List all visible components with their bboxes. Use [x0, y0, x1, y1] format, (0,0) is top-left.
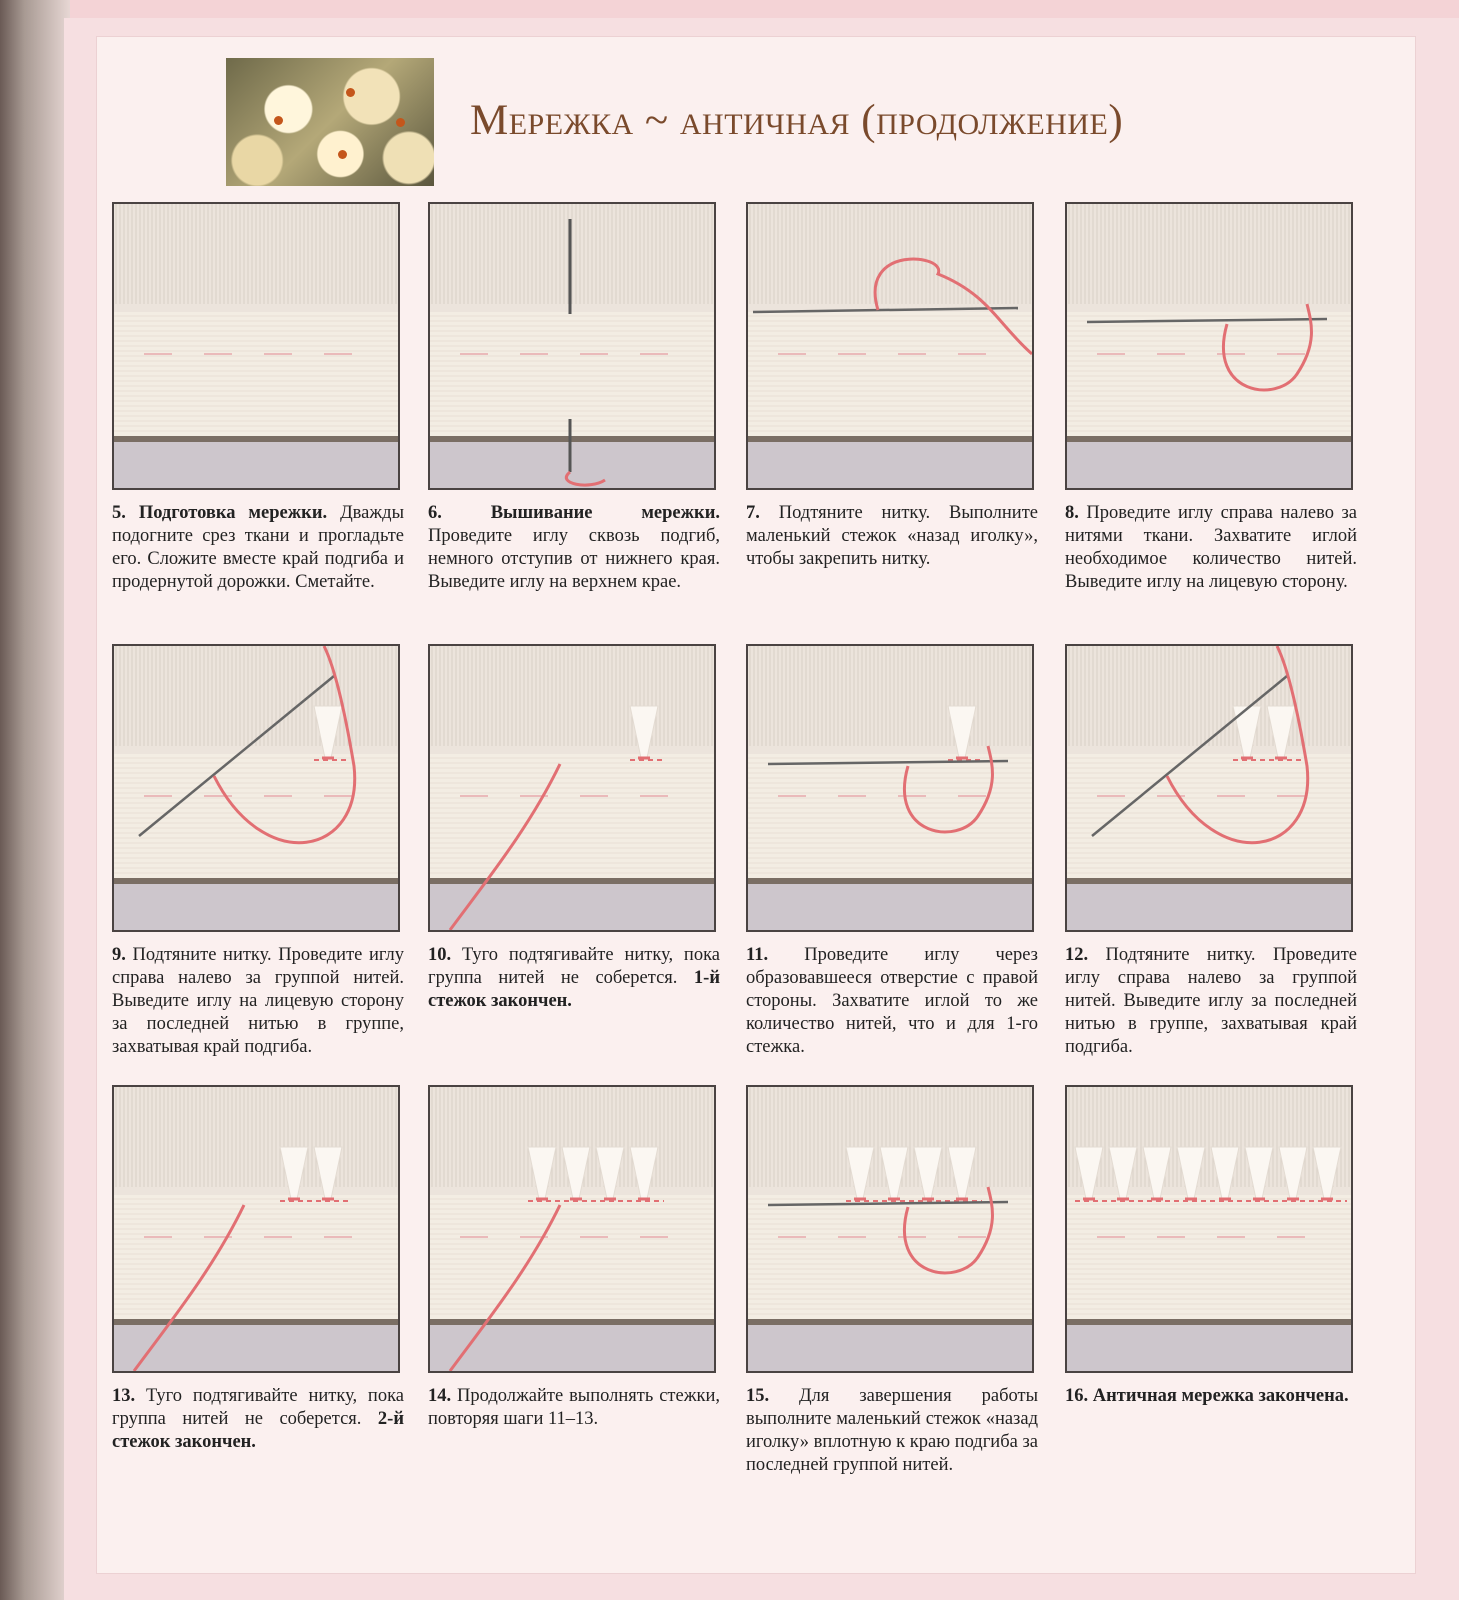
step-photo — [1065, 1085, 1353, 1373]
step-caption — [428, 502, 720, 594]
step-illustration — [748, 646, 1032, 930]
step-caption — [1065, 944, 1357, 1059]
flower-center — [396, 118, 405, 127]
hem-fold-edge — [114, 1319, 398, 1325]
background-table — [114, 442, 398, 488]
step-text: Проведите иглу сквозь подгиб, немного отступив от нижнего края. Выведите иглу на верхнем крае. — [428, 526, 720, 592]
hem-fold-edge — [114, 436, 398, 442]
step-text: Туго подтягивайте нитку, пока группа нитей не соберется. — [428, 945, 721, 988]
step-caption — [1065, 1385, 1357, 1408]
background-table — [748, 884, 1032, 930]
step-text: Проведите иглу через образовавшееся отверстие с правой стороны. Захватите иглой то же количество нитей, что и для 1-го стежка. — [746, 945, 1038, 1057]
hem-fold-edge — [430, 1319, 714, 1325]
step-number: 11. — [746, 945, 769, 965]
step-photo — [746, 644, 1034, 932]
hem-fold-edge — [748, 878, 1032, 884]
step-text: Подтяните нитку. Проведите иглу справа налево за группой нитей. Выведите иглу за последней нитью в группе, захватывая край подгиба. — [1065, 945, 1358, 1057]
step-text: Дважды подогните срез ткани и прогладьте его. Сложите вместе край подгиба и продернутой дорожки. Сметайте. — [112, 503, 405, 592]
step-text: Для завершения работы выполните маленький стежок «назад иголку» вплотную к краю подгиба за последней группой нитей. — [746, 1386, 1038, 1475]
step-result: 1-й стежок закончен. — [428, 968, 720, 1011]
step-illustration — [430, 204, 714, 488]
step-caption — [428, 944, 720, 1013]
step-illustration — [430, 1087, 714, 1371]
background-table — [748, 1325, 1032, 1371]
step-number: 9. — [112, 945, 126, 965]
background-table — [1067, 442, 1351, 488]
step-photo — [746, 202, 1034, 490]
step-photo — [746, 1085, 1034, 1373]
step-number: 13. — [112, 1386, 136, 1406]
step-photo — [428, 202, 716, 490]
step-text: Проведите иглу справа налево за нитями ткани. Захватите иглой необходимое количество нитей. Выведите иглу на лицевую сторону. — [1065, 503, 1357, 592]
step-number: 16. — [1065, 1386, 1089, 1406]
step-number: 5. — [112, 503, 126, 523]
step-number: 12. — [1065, 945, 1089, 965]
step-caption — [112, 502, 404, 594]
step-heading: Вышивание мережки. — [490, 503, 720, 523]
decorative-flower-photo — [226, 58, 434, 186]
step-heading: Подготовка мережки. — [138, 503, 328, 523]
hem-fold-edge — [1067, 1319, 1351, 1325]
flower-center — [338, 150, 347, 159]
step-caption — [746, 1385, 1038, 1477]
step-photo — [428, 1085, 716, 1373]
step-photo — [112, 644, 400, 932]
hem-fold-edge — [748, 1319, 1032, 1325]
step-caption — [746, 502, 1038, 571]
hem-fold-edge — [114, 878, 398, 884]
step-illustration — [1067, 204, 1351, 488]
step-illustration — [430, 646, 714, 930]
step-photo — [112, 202, 400, 490]
step-text: Подтяните нитку. Проведите иглу справа налево за группой нитей. Выведите иглу на лицевую сторону за последней нитью в группе, захватывая край подгиба. — [112, 945, 405, 1057]
background-table — [430, 1325, 714, 1371]
step-illustration — [114, 1087, 398, 1371]
step-result: 2-й стежок закончен. — [112, 1409, 404, 1452]
step-number: 8. — [1065, 503, 1079, 523]
step-photo — [1065, 644, 1353, 932]
step-text: Туго подтягивайте нитку, пока группа нитей не соберется. — [112, 1386, 405, 1429]
hem-fold-edge — [748, 436, 1032, 442]
hem-fold-edge — [430, 436, 714, 442]
step-caption — [746, 944, 1038, 1059]
step-caption — [1065, 502, 1357, 594]
background-table — [430, 442, 714, 488]
background-table — [114, 884, 398, 930]
step-text: Подтяните нитку. Выполните маленький стежок «назад иголку», чтобы закрепить нитку. — [746, 503, 1039, 569]
step-number: 14. — [428, 1386, 452, 1406]
step-photo — [1065, 202, 1353, 490]
hem-fold-edge — [1067, 436, 1351, 442]
background-table — [748, 442, 1032, 488]
page-title: Мережка ~ античная (продолжение) — [470, 97, 1124, 144]
background-table — [430, 884, 714, 930]
step-caption — [112, 1385, 404, 1454]
step-caption — [112, 944, 404, 1059]
background-table — [1067, 1325, 1351, 1371]
step-heading: Античная мережка закончена. — [1092, 1386, 1349, 1406]
step-illustration — [748, 204, 1032, 488]
step-illustration — [114, 646, 398, 930]
step-number: 10. — [428, 945, 452, 965]
book-spine-shadow — [0, 0, 70, 1600]
step-number: 15. — [746, 1386, 770, 1406]
step-photo — [428, 644, 716, 932]
background-table — [114, 1325, 398, 1371]
step-text: Продолжайте выполнять стежки, повторяя шаги 11–13. — [428, 1386, 720, 1429]
step-illustration — [1067, 1087, 1351, 1371]
hem-fold-edge — [430, 878, 714, 884]
hem-fold-edge — [1067, 878, 1351, 884]
flower-center — [274, 116, 283, 125]
step-photo — [112, 1085, 400, 1373]
step-number: 7. — [746, 503, 760, 523]
step-illustration — [1067, 646, 1351, 930]
step-caption — [428, 1385, 720, 1431]
step-number: 6. — [428, 503, 442, 523]
step-illustration — [114, 204, 398, 488]
flower-center — [346, 88, 355, 97]
background-table — [1067, 884, 1351, 930]
step-illustration — [748, 1087, 1032, 1371]
